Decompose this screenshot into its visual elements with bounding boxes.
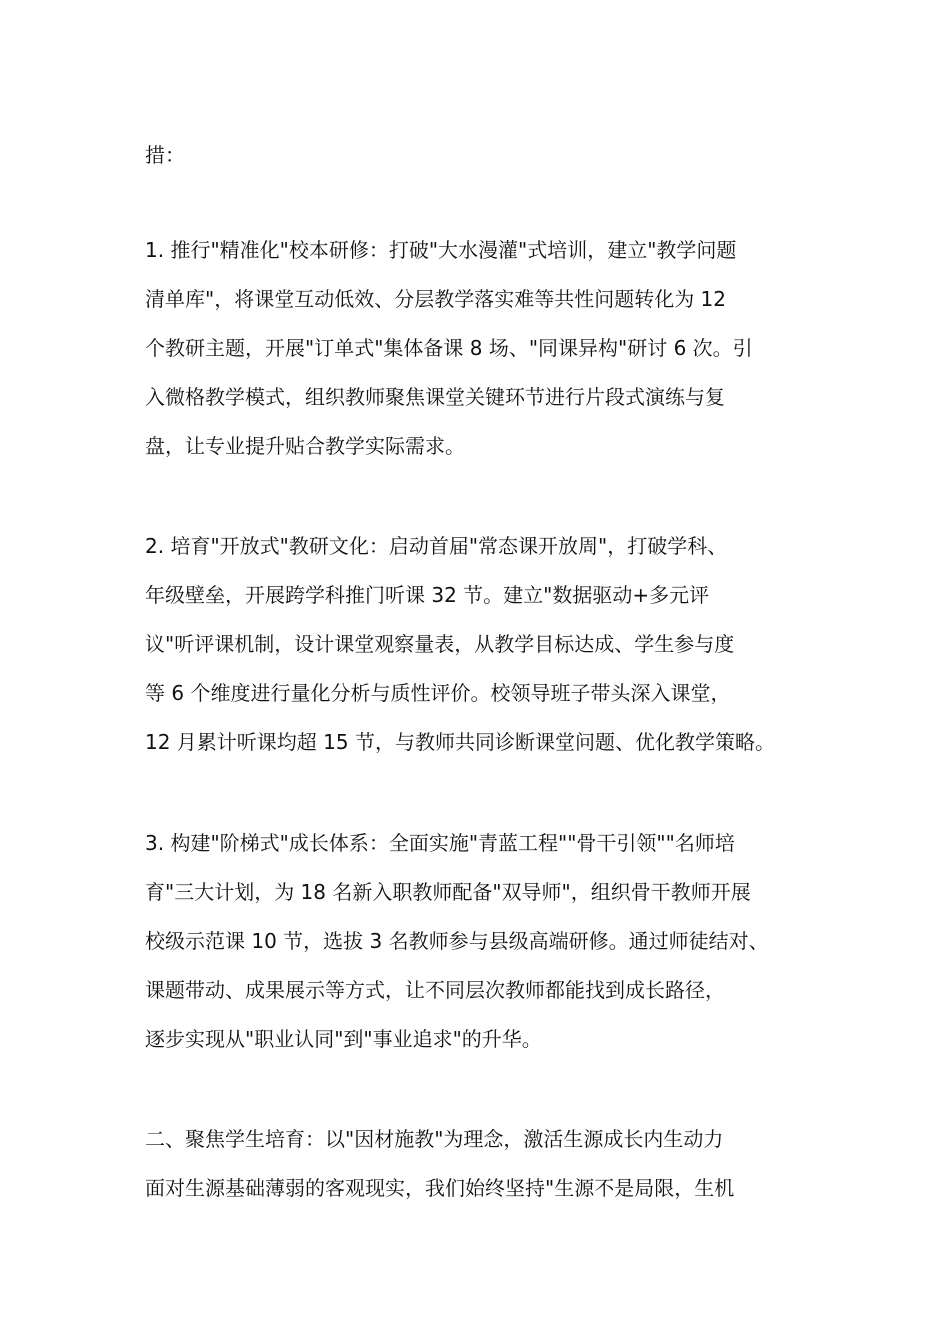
- intro-line: 措：: [145, 143, 185, 167]
- paragraph-2-line-2: 年级壁垒，开展跨学科推门听课 32 节。建立"数据驱动+多元评: [145, 583, 710, 607]
- paragraph-3-line-5: 逐步实现从"职业认同"到"事业追求"的升华。: [145, 1027, 542, 1051]
- paragraph-3-line-1: 3. 构建"阶梯式"成长体系：全面实施"青蓝工程""骨干引领""名师培: [145, 831, 735, 855]
- paragraph-3-line-2: 育"三大计划，为 18 名新入职教师配备"双导师"，组织骨干教师开展: [145, 880, 751, 904]
- section-heading: 二、聚焦学生培育：以"因材施教"为理念，激活生源成长内生动力: [145, 1127, 724, 1151]
- paragraph-3-line-3: 校级示范课 10 节，选拔 3 名教师参与县级高端研修。通过师徒结对、: [145, 929, 769, 953]
- paragraph-1-line-3: 个教研主题，开展"订单式"集体备课 8 场、"同课异构"研讨 6 次。引: [145, 336, 753, 360]
- paragraph-1-line-2: 清单库"，将课堂互动低效、分层教学落实难等共性问题转化为 12: [145, 287, 727, 311]
- paragraph-2-line-3: 议"听评课机制，设计课堂观察量表，从教学目标达成、学生参与度: [145, 632, 735, 656]
- paragraph-2-line-4: 等 6 个维度进行量化分析与质性评价。校领导班子带头深入课堂，: [145, 681, 731, 705]
- paragraph-1-line-4: 入微格教学模式，组织教师聚焦课堂关键环节进行片段式演练与复: [145, 385, 725, 409]
- paragraph-1-line-5: 盘，让专业提升贴合教学实际需求。: [145, 434, 465, 458]
- closing-line: 面对生源基础薄弱的客观现实，我们始终坚持"生源不是局限，生机: [145, 1176, 735, 1200]
- paragraph-3-line-4: 课题带动、成果展示等方式，让不同层次教师都能找到成长路径，: [145, 978, 725, 1002]
- paragraph-2-line-5: 12 月累计听课均超 15 节，与教师共同诊断课堂问题、优化教学策略。: [145, 730, 775, 754]
- paragraph-1-line-1: 1. 推行"精准化"校本研修：打破"大水漫灌"式培训，建立"教学问题: [145, 238, 737, 262]
- paragraph-2-line-1: 2. 培育"开放式"教研文化：启动首届"常态课开放周"，打破学科、: [145, 534, 728, 558]
